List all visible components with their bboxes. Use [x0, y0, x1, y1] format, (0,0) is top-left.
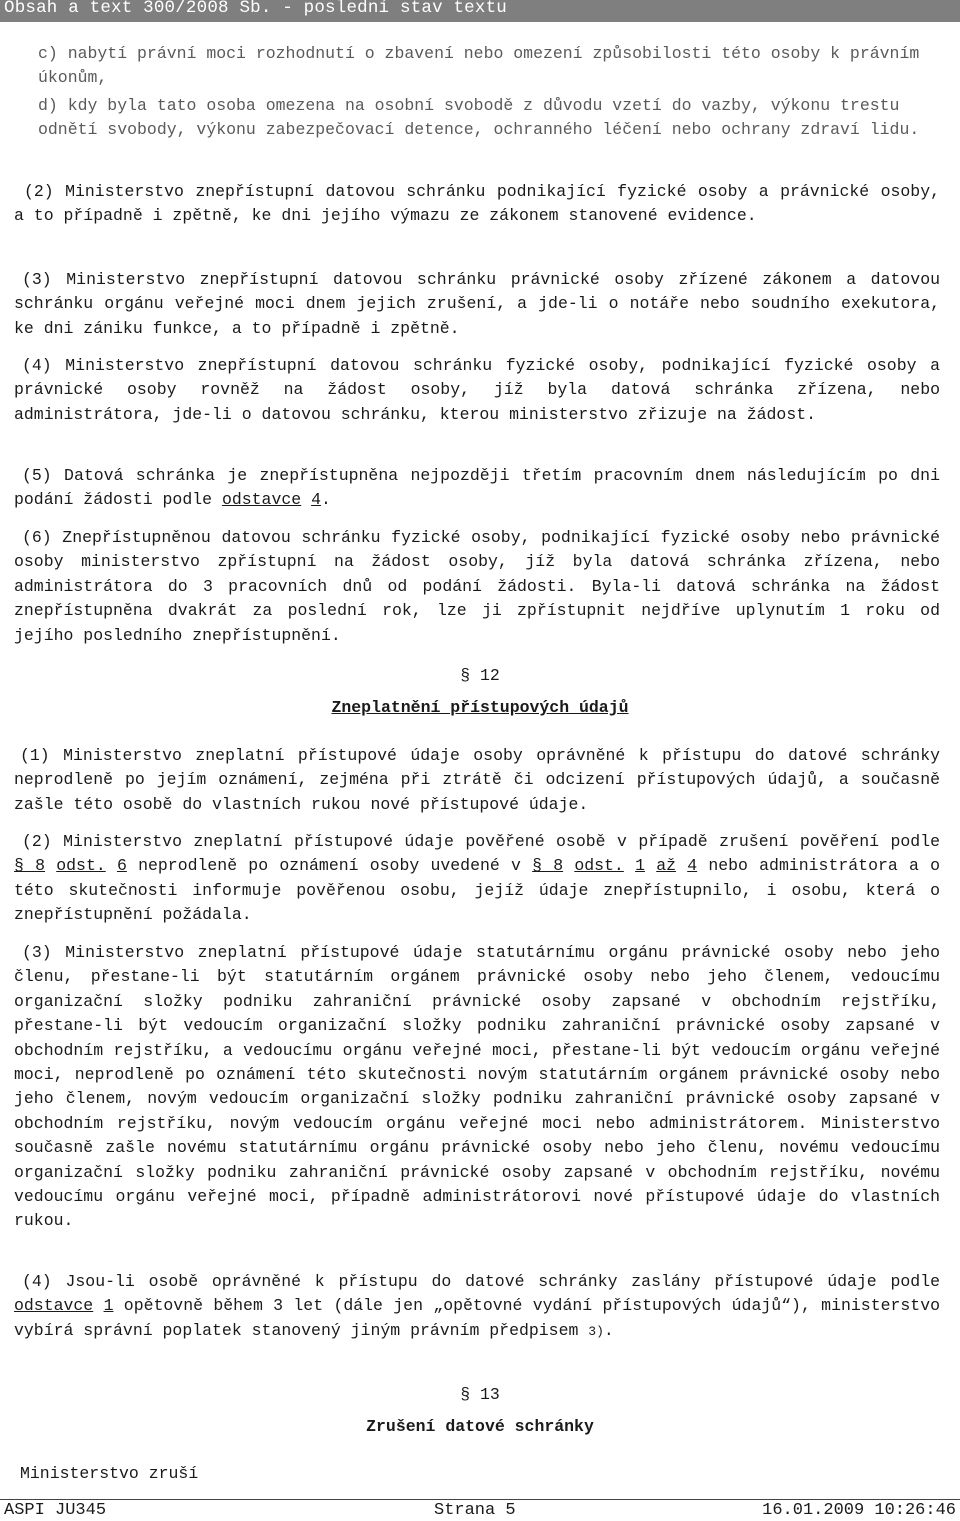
- link-odstavce-b[interactable]: odstavce: [14, 1296, 94, 1316]
- s11-paragraph-6: (6) Znepřístupněnou datovou schránku fyzické osoby, podnikající fyzické osoby nebo právnické osoby ministerstvo zpřístupní na žádost osoby, jíž byla datová schránka zřízena, nebo administrátora do 3 pracovních dnů od podání žádosti. Byla-li datová schránka na žádost znepřístupněna dvakrát za poslední rok, lze ji zpřístupnit nejdříve uplynutím 1 roku od jejího posledního znepřístupnění.: [14, 528, 940, 645]
- footer-left: ASPI JU345: [4, 1501, 107, 1520]
- document-header-title: Obsah a text 300/2008 Sb. - poslední stav textu: [4, 0, 507, 18]
- item-d: d) kdy byla tato osoba omezena na osobní svobodě z důvodu vzetí do vazby, výkonu trestu odnětí svobody, výkonu zabezpečovací detence, ochranného léčení nebo ochrany zdraví lidu.: [38, 96, 920, 140]
- s12-paragraph-3: (3) Ministerstvo zneplatní přístupové údaje statutárnímu orgánu právnické osoby nebo jeho členu, přestane-li být statutárním orgánem právnické osoby nebo jeho členem, vedoucímu organizační složky podniku zahraniční právnické osoby zapsané v obchodním rejstříku, přestane-li být vedoucím organizační složky podniku zahraniční právnické osoby zapsané v obchodním rejstříku, a vedoucímu orgánu veřejné moci, přestane-li být vedoucím orgánu veřejné moci, neprodleně po oznámení této skutečnosti novým statutárním orgánem právnické osoby nebo jeho členem, novým vedoucím organizační složky podniku zahraniční právnické osoby zapsané v obchodním rejstříku, novým vedoucím orgánu veřejné moci nebo administrátorem. Ministerstvo současně zašle novému statutárnímu orgánu právnické osoby nebo jeho členu, novému vedoucímu organizační složky podniku zahraniční právnické osoby zapsané v obchodním rejstříku, novému vedoucímu orgánu veřejné moci, případně administrátorovi nové přístupové údaje do vlastních rukou.: [14, 943, 940, 1231]
- link-1b[interactable]: 1: [103, 1296, 114, 1316]
- s11-paragraph-5: [14, 464, 940, 513]
- section-12-title: [0, 698, 960, 717]
- link-odst-b[interactable]: odst.: [574, 856, 624, 876]
- s13-paragraph-1: Ministerstvo zruší: [20, 1464, 199, 1483]
- section-13-number: [0, 1385, 960, 1404]
- link-6[interactable]: 6: [116, 856, 127, 876]
- s11-paragraph-2: (2) Ministerstvo znepřístupní datovou schránku podnikající fyzické osoby a právnické osoby, a to případně i zpětně, ke dni jejího výmazu ze zákonem stanovené evidence.: [14, 182, 940, 226]
- s11-p5-text: (5) Datová schránka je znepřístupněna nejpozději třetím pracovním dnem následujícím po dni podání žádosti podle: [14, 466, 940, 510]
- footnote-ref[interactable]: 3): [588, 1323, 604, 1339]
- s12-p4-text-a: (4) Jsou-li osobě oprávněné k přístupu do datové schránky zaslány přístupové údaje podle: [22, 1272, 940, 1291]
- link-4b[interactable]: 4: [687, 856, 698, 876]
- link-az[interactable]: až: [656, 856, 676, 876]
- s12-p4-end: .: [603, 1320, 614, 1340]
- document-header-bar: [0, 0, 960, 22]
- s11-paragraph-4: (4) Ministerstvo znepřístupní datovou schránku fyzické osoby, podnikající fyzické osoby a právnické osoby rovněž na žádost osoby, jíž byla datová schránka zřízena, nebo administrátora, jde-li o datovou schránku, kterou ministerstvo zřizuje na žádost.: [14, 356, 940, 424]
- link-1[interactable]: 1: [635, 856, 645, 876]
- section-12-title-text: Zneplatnění přístupových údajů: [331, 698, 629, 717]
- footer-divider: [0, 1499, 960, 1500]
- s11-p5-end: .: [320, 490, 331, 510]
- section-sign-13: §: [460, 1385, 471, 1404]
- section-sign: §: [460, 666, 471, 685]
- s12-paragraph-2: [14, 830, 940, 928]
- item-c: c) nabytí právní moci rozhodnutí o zbavení nebo omezení způsobilosti této osoby k právním úkonům,: [38, 44, 920, 88]
- link-section-8[interactable]: § 8: [14, 856, 46, 876]
- section-13-title-text: Zrušení datové schránky: [366, 1417, 594, 1436]
- link-odst[interactable]: odst.: [56, 856, 106, 876]
- section-13-num: 13: [480, 1385, 500, 1404]
- s12-p4-text-b: opětovně během 3 let (dále jen „opětovné vydání přístupových údajů“), ministerstvo vybírá správní poplatek stanovený jiným právním předpisem: [14, 1296, 941, 1340]
- link-section-8b[interactable]: § 8: [532, 856, 564, 876]
- s12-p2-text-c: nebo administrátora a o této skutečnosti informuje pověřenou osobu, jejíž údaje znepřístupnilo, i osobu, která o znepřístupnění požádala.: [14, 856, 940, 925]
- s12-p2-text-b: neprodleně po oznámení osoby uvedené v: [126, 856, 533, 876]
- footer-right: 16.01.2009 10:26:46: [762, 1501, 956, 1520]
- footer-center: Strana 5: [434, 1501, 516, 1520]
- s12-paragraph-4: [14, 1270, 940, 1344]
- link-4[interactable]: 4: [311, 490, 321, 510]
- s11-paragraph-3: (3) Ministerstvo znepřístupní datovou schránku právnické osoby zřízené zákonem a datovou schránku orgánu veřejné moci dnem jejich zrušení, a jde-li o notáře nebo soudního exekutora, ke dni zániku funkce, a to případně i zpětně.: [14, 270, 940, 338]
- section-12-num: 12: [480, 666, 500, 685]
- s12-paragraph-1: (1) Ministerstvo zneplatní přístupové údaje osoby oprávněné k přístupu do datové schránky neprodleně po jejím oznámení, zejména při ztrátě či odcizení přístupových údajů, a současně zašle této osobě do vlastních rukou nové přístupové údaje.: [14, 746, 940, 814]
- section-12-number: [0, 666, 960, 685]
- link-odstavce[interactable]: odstavce: [221, 490, 302, 510]
- s12-p2-text-a: (2) Ministerstvo zneplatní přístupové údaje pověřené osobě v případě zrušení pověření podle: [22, 832, 940, 851]
- section-13-title: [0, 1417, 960, 1436]
